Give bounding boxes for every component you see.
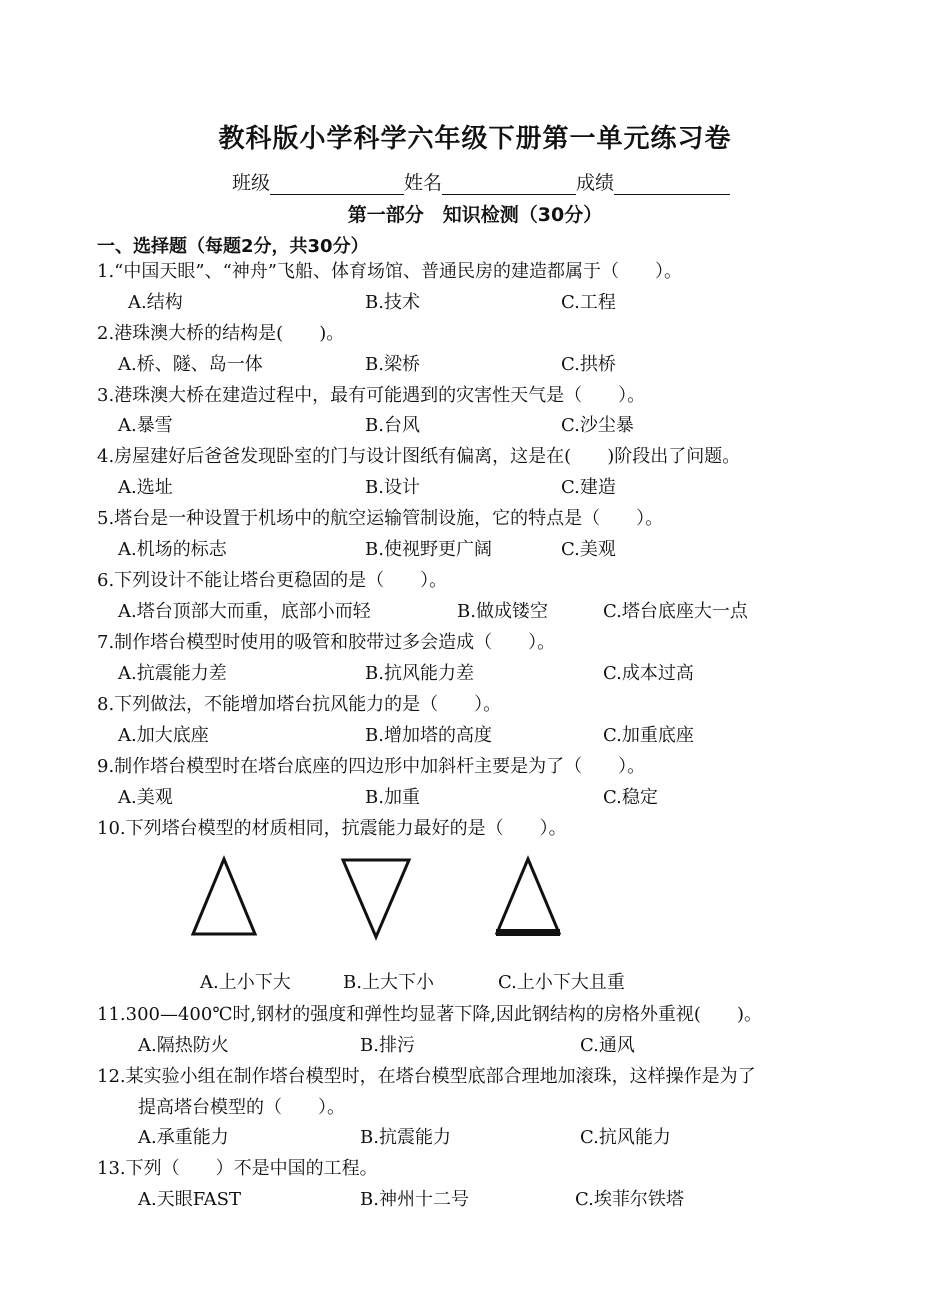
triangle-upward-weighted: [497, 859, 559, 933]
q3-option-c: C.沙尘暴: [561, 415, 634, 436]
question-11: 11.300—400℃时,钢材的强度和弹性均显著下降,因此钢结构的房格外重视( )。: [97, 1004, 762, 1025]
triangle-upward: [193, 859, 255, 934]
question-9: 9.制作塔台模型时在塔台底座的四边形中加斜杆主要是为了（ ）。: [97, 756, 646, 777]
q4-option-a: A.选址: [118, 477, 173, 498]
score-label: 成绩: [576, 172, 615, 194]
tower-diagram-top-small-bottom-large: [188, 855, 260, 939]
q6-option-a: A.塔台顶部大而重，底部小而轻: [118, 601, 371, 622]
q1-option-c: C.工程: [561, 292, 616, 313]
q8-option-a: A.加大底座: [118, 725, 209, 746]
name-blank[interactable]: [442, 174, 576, 195]
q8-option-c: C.加重底座: [603, 725, 694, 746]
q12-option-a: A.承重能力: [138, 1127, 229, 1148]
q8-option-b: B.增加塔的高度: [365, 725, 492, 746]
tower-diagram-top-large-bottom-small: [338, 855, 414, 943]
question-2: 2.港珠澳大桥的结构是( )。: [97, 323, 345, 344]
q10-option-b: B.上大下小: [343, 972, 434, 993]
q5-option-c: C.美观: [561, 539, 616, 560]
q9-option-a: A.美观: [118, 787, 173, 808]
weighted-base-bar: [496, 929, 560, 936]
exam-title: 教科版小学科学六年级下册第一单元练习卷: [218, 124, 732, 154]
name-label: 姓名: [404, 172, 443, 194]
student-info-line: [232, 168, 730, 195]
q12-option-b: B.抗震能力: [360, 1127, 451, 1148]
q2-option-c: C.拱桥: [561, 354, 616, 375]
question-13: 13.下列（ ）不是中国的工程。: [97, 1158, 378, 1179]
q13-option-c: C.埃菲尔铁塔: [575, 1189, 684, 1210]
q11-option-c: C.通风: [580, 1035, 635, 1056]
q9-option-c: C.稳定: [603, 787, 658, 808]
q9-option-b: B.加重: [365, 787, 420, 808]
question-7: 7.制作塔台模型时使用的吸管和胶带过多会造成（ ）。: [97, 632, 556, 653]
q4-option-c: C.建造: [561, 477, 616, 498]
part-title: 第一部分 知识检测（30分）: [347, 204, 603, 226]
q5-option-a: A.机场的标志: [118, 539, 227, 560]
q7-option-c: C.成本过高: [603, 663, 694, 684]
question-3: 3.港珠澳大桥在建造过程中，最有可能遇到的灾害性天气是（ ）。: [97, 385, 646, 406]
q11-option-a: A.隔热防火: [138, 1035, 229, 1056]
q10-option-c: C.上小下大且重: [498, 972, 625, 993]
question-1: 1.“中国天眼”、“神舟”飞船、体育场馆、普通民房的建造都属于（ ）。: [97, 261, 682, 282]
q13-option-b: B.神州十二号: [360, 1189, 469, 1210]
question-12-continuation: 提高塔台模型的（ ）。: [138, 1097, 345, 1118]
q11-option-b: B.排污: [360, 1035, 415, 1056]
q4-option-b: B.设计: [365, 477, 420, 498]
q3-option-a: A.暴雪: [118, 415, 173, 436]
class-label: 班级: [232, 172, 271, 194]
q5-option-b: B.使视野更广阔: [365, 539, 492, 560]
q7-option-b: B.抗风能力差: [365, 663, 474, 684]
question-5: 5.塔台是一种设置于机场中的航空运输管制设施，它的特点是（ ）。: [97, 508, 664, 529]
question-4: 4.房屋建好后爸爸发现卧室的门与设计图纸有偏离，这是在( )阶段出了问题。: [97, 446, 741, 467]
q2-option-a: A.桥、隧、岛一体: [118, 354, 263, 375]
q1-option-b: B.技术: [365, 292, 420, 313]
question-10: 10.下列塔台模型的材质相同，抗震能力最好的是（ ）。: [97, 818, 567, 839]
class-blank[interactable]: [270, 174, 404, 195]
question-6: 6.下列设计不能让塔台更稳固的是（ ）。: [97, 570, 448, 591]
tower-diagram-weighted-base: [492, 855, 564, 939]
q10-option-a: A.上小下大: [200, 972, 291, 993]
question-8: 8.下列做法，不能增加塔台抗风能力的是（ ）。: [97, 694, 502, 715]
q1-option-a: A.结构: [128, 292, 183, 313]
question-12: 12.某实验小组在制作塔台模型时，在塔台模型底部合理地加滚珠，这样操作是为了: [97, 1066, 756, 1087]
triangle-downward: [343, 860, 409, 937]
q3-option-b: B.台风: [365, 415, 420, 436]
q12-option-c: C.抗风能力: [580, 1127, 671, 1148]
q2-option-b: B.梁桥: [365, 354, 420, 375]
q7-option-a: A.抗震能力差: [118, 663, 227, 684]
score-blank[interactable]: [614, 174, 730, 195]
q6-option-c: C.塔台底座大一点: [603, 601, 748, 622]
section-title: 一、选择题（每题2分，共30分）: [97, 236, 369, 257]
q13-option-a: A.天眼FAST: [138, 1189, 241, 1210]
q6-option-b: B.做成镂空: [457, 601, 548, 622]
